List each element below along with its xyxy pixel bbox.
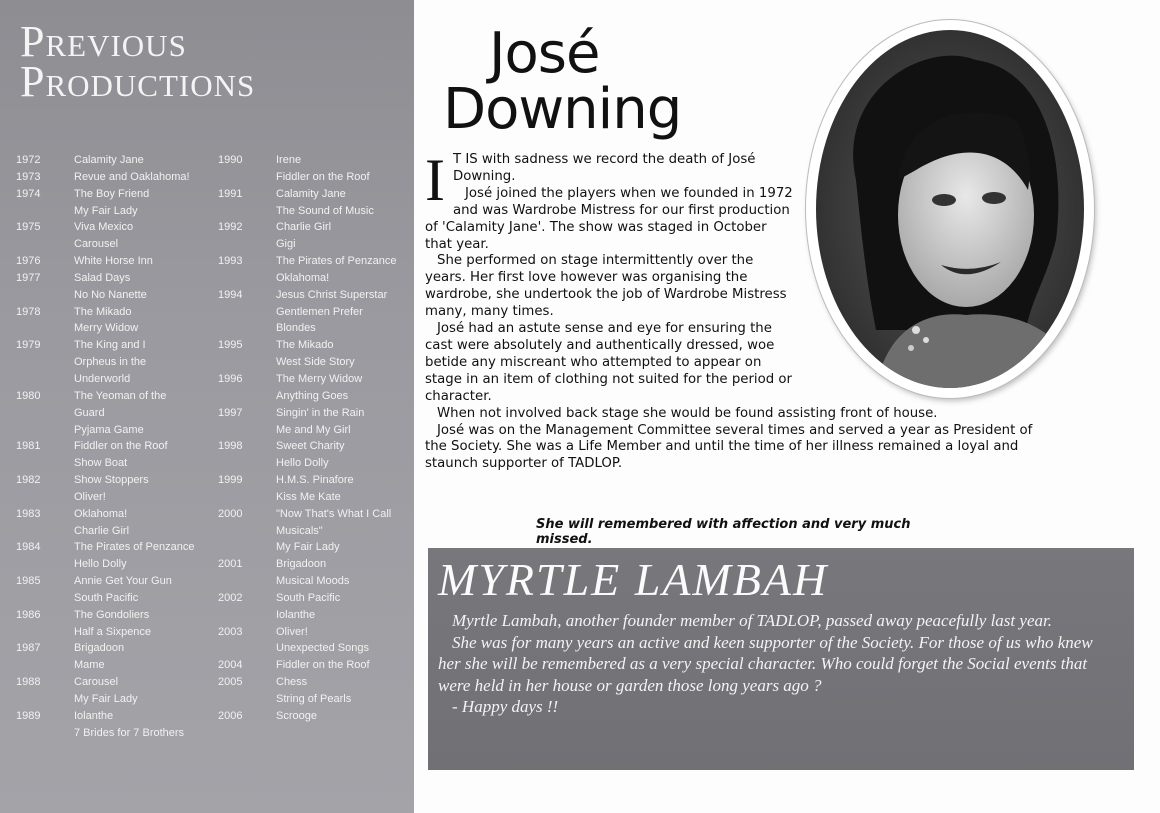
production-title: Underworld: [74, 372, 131, 385]
production-title: Calamity Jane: [74, 154, 144, 166]
production-row: [218, 236, 410, 253]
production-row: [16, 607, 216, 624]
article-paragraph-1: I T IS with sadness we record the death of José Downing.: [425, 147, 756, 213]
production-year: 2005: [218, 676, 243, 689]
production-row: [16, 573, 216, 590]
production-year: 1981: [16, 440, 41, 453]
production-row: [218, 691, 410, 708]
production-title: Oklahoma!: [74, 507, 128, 520]
production-title: Annie Get Your Gun: [74, 575, 172, 588]
production-year: 1973: [16, 170, 41, 183]
production-title: Show Stoppers: [74, 474, 149, 487]
production-row: [16, 539, 216, 556]
production-title: Anything Goes: [276, 389, 349, 402]
production-title: "Now That's What I Call: [276, 507, 392, 520]
production-title: Orpheus in the: [74, 356, 147, 369]
production-row: [16, 304, 216, 321]
production-title: Carousel: [74, 676, 119, 689]
production-row: [16, 320, 216, 337]
production-title: Brigadoon: [74, 642, 125, 655]
production-title: The Sound of Music: [276, 204, 374, 217]
production-year: 1984: [16, 541, 41, 554]
production-year: 1972: [16, 154, 41, 166]
production-row: [218, 640, 410, 657]
production-year: 1989: [16, 709, 41, 722]
production-row: [16, 371, 216, 388]
production-row: [16, 438, 216, 455]
production-title: Iolanthe: [276, 608, 316, 621]
production-title: Me and My Girl: [276, 423, 351, 436]
production-year: 1998: [218, 440, 243, 453]
production-title: West Side Story: [276, 356, 355, 369]
production-row: [16, 657, 216, 674]
production-row: [218, 422, 410, 439]
article-paragraph-6: José was on the Management Committee several times and served a year as President of the Society. She was a Life Member and until the time of her illness remained a loyal and staunch supporter of TADLOP.: [425, 422, 1033, 472]
production-title: The Mikado: [74, 305, 132, 318]
article-paragraph-2: José joined the players when we founded in 1972 and was Wardrobe Mistress for our first production of 'Calamity Jane'. The show was staged in October that year.: [425, 185, 793, 252]
production-row: [218, 354, 410, 371]
article-title-line2: Downing: [443, 77, 682, 142]
sidebar-title: [20, 17, 256, 106]
production-title: Salad Days: [74, 271, 131, 284]
production-title: Chess: [276, 676, 308, 689]
production-row: [16, 523, 216, 540]
production-title: Pyjama Game: [74, 423, 144, 436]
production-row: [16, 489, 216, 506]
production-title: My Fair Lady: [74, 693, 138, 705]
production-title: Hello Dolly: [276, 457, 329, 470]
production-row: [218, 523, 410, 540]
production-title: Musical Moods: [276, 575, 350, 588]
production-title: Blondes: [276, 322, 316, 335]
production-year: 1987: [16, 642, 41, 655]
production-row: [16, 556, 216, 573]
production-row: [16, 506, 216, 523]
production-title: Jesus Christ Superstar: [276, 288, 388, 301]
production-title: H.M.S. Pinafore: [276, 474, 354, 487]
sidebar-title-line2: Productions: [20, 57, 256, 106]
production-title: Guard: [74, 406, 105, 419]
myrtle-paragraph-3: - Happy days !!: [452, 697, 559, 716]
productions-list-right: [218, 152, 410, 725]
production-row: [16, 169, 216, 186]
production-row: [16, 674, 216, 691]
production-title: Irene: [276, 154, 302, 166]
article-paragraph-4: José had an astute sense and eye for ensuring the cast were absolutely and authentically dressed, woe betide any miscreant who attempted to appear on stage in an item of clothing not suited for the period or character.: [425, 321, 793, 404]
production-title: Musicals": [276, 524, 323, 537]
production-row: [218, 489, 410, 506]
production-year: 1996: [218, 372, 243, 385]
production-title: String of Pearls: [276, 693, 352, 705]
production-title: Kiss Me Kate: [276, 490, 341, 503]
production-row: [218, 657, 410, 674]
production-row: [218, 219, 410, 236]
production-year: 1982: [16, 474, 41, 487]
production-row: [16, 590, 216, 607]
production-title: Half a Sixpence: [74, 625, 152, 638]
production-row: [218, 186, 410, 203]
production-year: 2000: [218, 507, 243, 520]
production-row: [16, 186, 216, 203]
production-row: [218, 708, 410, 725]
productions-list-left: [16, 152, 216, 742]
production-title: Charlie Girl: [276, 221, 332, 234]
production-row: [218, 624, 410, 641]
myrtle-paragraph-1: Myrtle Lambah, another founder member of TADLOP, passed away peacefully last year.: [452, 611, 1052, 630]
production-year: 2002: [218, 591, 243, 604]
article-title-line1: José: [489, 21, 600, 86]
production-row: [16, 640, 216, 657]
production-row: [218, 320, 410, 337]
production-title: The Yeoman of the: [74, 389, 167, 402]
previous-productions-sidebar: [0, 0, 414, 813]
production-year: 1979: [16, 339, 41, 352]
production-row: [218, 674, 410, 691]
production-title: Fiddler on the Roof: [276, 659, 370, 672]
production-title: The Gondoliers: [74, 608, 150, 621]
production-year: 1991: [218, 187, 243, 200]
production-row: [16, 337, 216, 354]
production-title: My Fair Lady: [276, 541, 340, 554]
production-row: [218, 203, 410, 220]
drop-cap: I: [425, 147, 445, 213]
production-title: The Pirates of Penzance: [74, 541, 195, 554]
production-row: [218, 388, 410, 405]
production-row: [16, 354, 216, 371]
myrtle-text: [438, 610, 1118, 718]
production-title: No No Nanette: [74, 288, 147, 301]
production-title: Show Boat: [74, 457, 128, 470]
production-row: [16, 388, 216, 405]
sidebar-title-line1: Previous: [20, 17, 187, 66]
production-title: The King and I: [74, 339, 146, 352]
production-title: Iolanthe: [74, 709, 114, 722]
production-row: [218, 556, 410, 573]
production-title: Viva Mexico: [74, 221, 134, 234]
production-row: [218, 371, 410, 388]
production-row: [16, 236, 216, 253]
production-title: The Boy Friend: [74, 187, 150, 200]
production-row: [218, 152, 410, 169]
production-year: 1986: [16, 608, 41, 621]
production-title: 7 Brides for 7 Brothers: [74, 726, 185, 739]
production-title: Mame: [74, 659, 105, 672]
production-title: Hello Dolly: [74, 558, 127, 571]
production-year: 1995: [218, 339, 243, 352]
production-year: 1990: [218, 154, 243, 166]
production-title: South Pacific: [74, 591, 139, 604]
production-title: Gentlemen Prefer: [276, 305, 363, 318]
production-title: Sweet Charity: [276, 440, 345, 453]
production-row: [16, 405, 216, 422]
production-title: The Merry Widow: [276, 372, 363, 385]
production-row: [218, 287, 410, 304]
production-title: Unexpected Songs: [276, 642, 369, 655]
production-year: 1975: [16, 221, 41, 234]
production-row: [218, 506, 410, 523]
production-title: Revue and Oaklahoma!: [74, 170, 190, 183]
production-row: [16, 422, 216, 439]
production-title: South Pacific: [276, 591, 341, 604]
production-row: [218, 253, 410, 270]
production-title: Charlie Girl: [74, 524, 130, 537]
production-title: Oklahoma!: [276, 271, 330, 284]
production-row: [218, 539, 410, 556]
article-paragraph-3: She performed on stage intermittently over the years. Her first love however was organising the wardrobe, she undertook the job of Wardrobe Mistress many, many times.: [425, 253, 787, 320]
article-paragraph-5: When not involved back stage she would be found assisting front of house.: [437, 405, 938, 421]
production-year: 1983: [16, 507, 41, 520]
myrtle-title: MYRTLE LAMBAH: [438, 554, 829, 605]
production-row: [16, 287, 216, 304]
tribute-line: She will remembered with affection and very much missed.: [536, 517, 911, 547]
production-row: [218, 438, 410, 455]
production-title: My Fair Lady: [74, 204, 138, 217]
production-title: Singin' in the Rain: [276, 406, 365, 419]
production-year: 2004: [218, 659, 243, 672]
production-title: The Mikado: [276, 339, 334, 352]
production-title: Brigadoon: [276, 558, 327, 571]
production-year: 1980: [16, 389, 41, 402]
production-row: [16, 725, 216, 742]
production-title: White Horse Inn: [74, 255, 153, 268]
production-title: Gigi: [276, 238, 296, 251]
production-row: [16, 708, 216, 725]
production-year: 1999: [218, 474, 243, 487]
production-row: [16, 691, 216, 708]
production-year: 1978: [16, 305, 41, 318]
production-row: [16, 270, 216, 287]
production-title: Fiddler on the Roof: [74, 440, 168, 453]
myrtle-paragraph-2: She was for many years an active and keen supporter of the Society. For those of us who knew her she will be remembered as a very special character. Who could forget the Social events that were held in her house or garden those long years ago ?: [438, 632, 1093, 695]
production-row: [218, 405, 410, 422]
production-row: [16, 203, 216, 220]
production-year: 1988: [16, 676, 41, 689]
article-title: [443, 21, 682, 142]
production-title: Carousel: [74, 238, 119, 251]
production-row: [218, 304, 410, 321]
myrtle-lambah-box: [428, 548, 1134, 770]
production-row: [16, 455, 216, 472]
production-title: Merry Widow: [74, 322, 139, 335]
production-year: 1993: [218, 255, 243, 268]
production-row: [16, 219, 216, 236]
production-row: [16, 472, 216, 489]
production-row: [218, 270, 410, 287]
production-row: [218, 455, 410, 472]
production-row: [218, 590, 410, 607]
production-year: 2001: [218, 558, 243, 571]
production-title: The Pirates of Penzance: [276, 255, 397, 268]
production-row: [218, 337, 410, 354]
production-year: 1992: [218, 221, 243, 234]
production-title: Calamity Jane: [276, 187, 346, 200]
production-year: 1974: [16, 187, 41, 200]
production-year: 1994: [218, 288, 243, 301]
production-year: 1976: [16, 255, 41, 268]
production-title: Fiddler on the Roof: [276, 170, 370, 183]
production-title: Oliver!: [276, 625, 308, 638]
production-year: 2006: [218, 709, 243, 722]
production-row: [218, 573, 410, 590]
production-row: [16, 624, 216, 641]
production-title: Oliver!: [74, 490, 106, 503]
production-row: [16, 253, 216, 270]
production-row: [218, 472, 410, 489]
production-year: 1997: [218, 406, 243, 419]
production-row: [218, 169, 410, 186]
article-body: [425, 147, 1055, 473]
production-row: [218, 607, 410, 624]
production-year: 2003: [218, 625, 243, 638]
production-year: 1985: [16, 575, 41, 588]
production-title: Scrooge: [276, 709, 317, 722]
production-year: 1977: [16, 271, 41, 284]
production-row: [16, 152, 216, 169]
